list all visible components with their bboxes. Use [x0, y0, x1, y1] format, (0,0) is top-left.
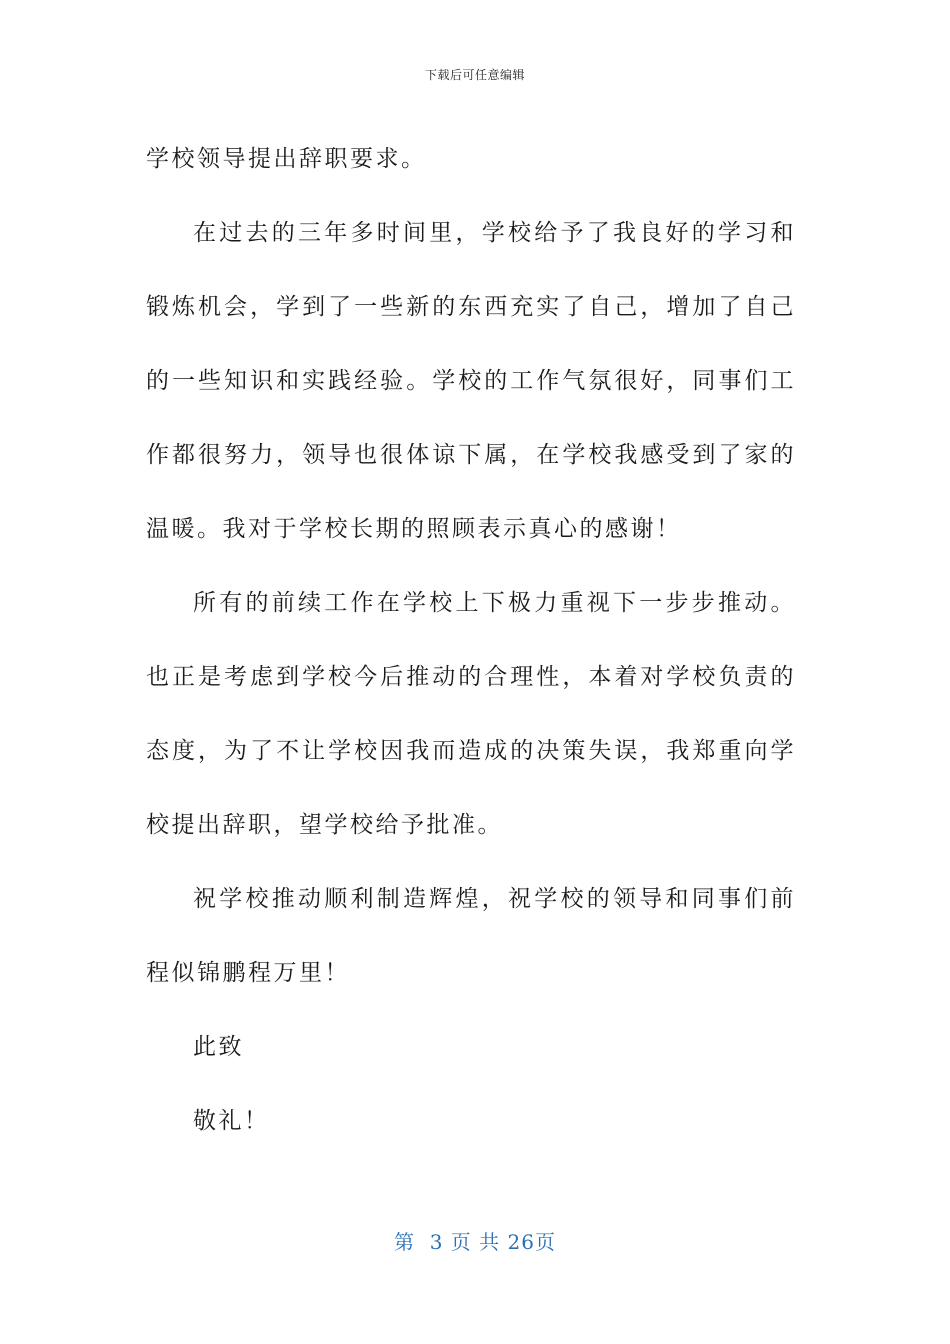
- paragraph-continuation: 学校领导提出辞职要求。: [146, 146, 427, 172]
- paragraph-best-wishes: 祝学校推动顺利制造辉煌，祝学校的领导和同事们前程似锦鹏程万里！: [146, 886, 796, 986]
- document-body: [146, 122, 796, 1158]
- paragraph-gratitude: 在过去的三年多时间里，学校给予了我良好的学习和锻炼机会，学到了一些新的东西充实了自己，增加了自己的一些知识和实践经验。学校的工作气氛很好，同事们工作都很努力，领导也很体谅下属，在学校我感受到了家的温暖。我对于学校长期的照顾表示真心的感谢！: [146, 220, 796, 542]
- closing-salutation: 此致: [193, 1034, 244, 1060]
- paragraph-resignation-reason: 所有的前续工作在学校上下极力重视下一步步推动。也正是考虑到学校今后推动的合理性，本着对学校负责的态度，为了不让学校因我而造成的决策失误，我郑重向学校提出辞职，望学校给予批准。: [146, 590, 796, 838]
- page-number-footer: [0, 1226, 950, 1255]
- closing-regards: 敬礼！: [193, 1108, 270, 1134]
- header-note: 下载后可任意编辑: [424, 68, 525, 82]
- page-number-label: 第 3 页 共 26页: [394, 1230, 556, 1254]
